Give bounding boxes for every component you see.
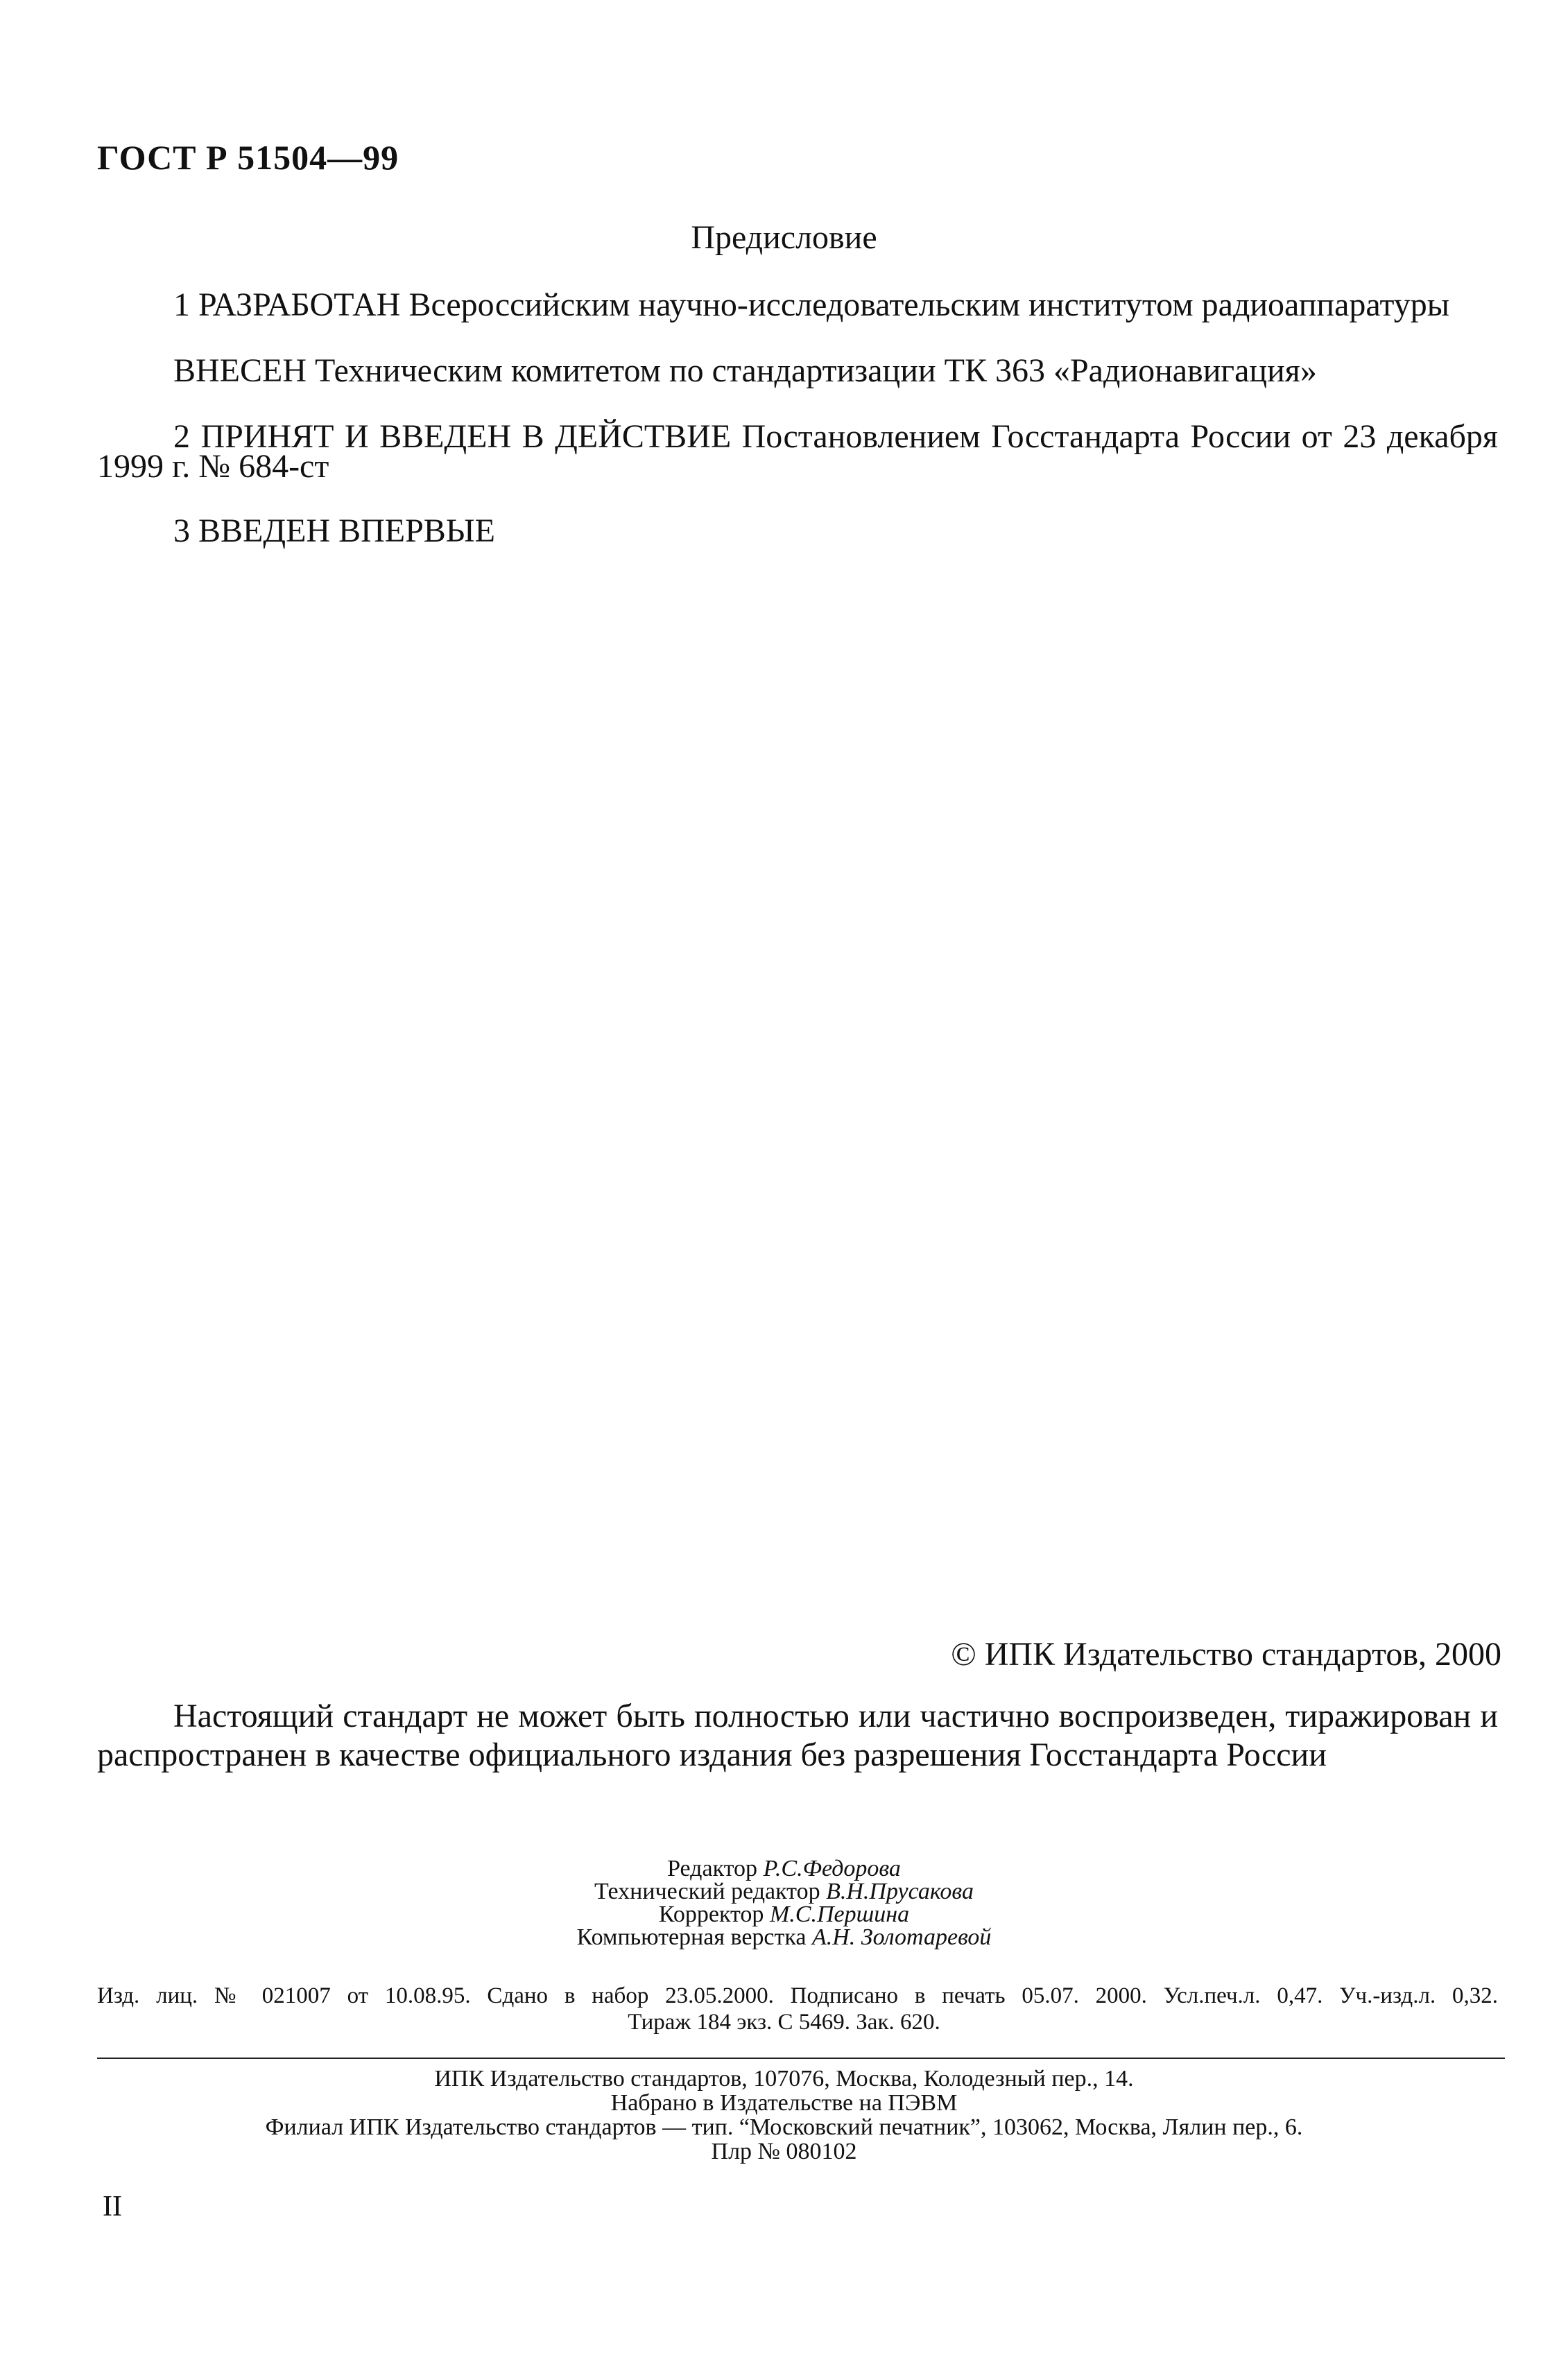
credit-tech-editor-name: В.Н.Прусакова [826, 1879, 974, 1904]
credits-block [0, 1857, 1568, 1949]
credit-layout-name: А.Н. Золотаревой [811, 1924, 992, 1950]
publisher-footer [0, 2067, 1568, 2164]
foreword-heading: Предисловие [691, 219, 877, 256]
footer-line-4: Плр № 080102 [711, 2139, 857, 2164]
foreword-item-1: 1 РАЗРАБОТАН Всероссийским научно-исследовательским институтом радиоаппаратуры [173, 286, 1450, 323]
foreword-item-2-line-2: 1999 г. № 684-ст [97, 448, 329, 485]
credit-editor-label: Редактор [667, 1856, 758, 1881]
credit-editor [0, 1857, 1568, 1880]
footer-line-2: Набрано в Издательстве на ПЭВМ [610, 2090, 958, 2116]
credit-tech-editor-label: Технический редактор [594, 1879, 820, 1904]
credit-editor-name: Р.С.Федорова [763, 1856, 901, 1881]
foreword-item-2-line-1: 2 ПРИНЯТ И ВВЕДЕН В ДЕЙСТВИЕ Постановлением Госстандарта России от 23 декабря [173, 418, 1498, 455]
credit-corrector [0, 1903, 1568, 1926]
publication-info-line-2: Тираж 184 экз. С 5469. Зак. 620. [628, 2010, 940, 2035]
standard-code: ГОСТ Р 51504—99 [97, 138, 399, 177]
credit-layout [0, 1926, 1568, 1949]
foreword-item-3: 3 ВВЕДЕН ВПЕРВЫЕ [173, 512, 495, 549]
footer-divider [97, 2058, 1505, 2059]
foreword-item-1b: ВНЕСЕН Техническим комитетом по стандартизации ТК 363 «Радионавигация» [173, 352, 1317, 389]
copyright-line: © ИПК Издательство стандартов, 2000 [951, 1636, 1501, 1673]
reproduction-notice-line-1: Настоящий стандарт не может быть полностью или частично воспроизведен, тиражирован и [173, 1698, 1498, 1734]
reproduction-notice-line-2: распространен в качестве официального издания без разрешения Госстандарта России [97, 1736, 1327, 1773]
page-number: II [103, 2191, 122, 2223]
credit-layout-label: Компьютерная верстка [576, 1924, 807, 1950]
credit-tech-editor [0, 1880, 1568, 1903]
footer-line-3: Филиал ИПК Издательство стандартов — тип. “Московский печатник”, 103062, Москва, Лялин пер., 6. [265, 2114, 1303, 2140]
credit-corrector-name: М.С.Першина [769, 1902, 910, 1927]
credit-corrector-label: Корректор [658, 1902, 764, 1927]
footer-line-1: ИПК Издательство стандартов, 107076, Москва, Колодезный пер., 14. [434, 2066, 1134, 2092]
publication-info-line-1: Изд. лиц. № 021007 от 10.08.95. Сдано в набор 23.05.2000. Подписано в печать 05.07. 2000. Усл.печ.л. 0,47. Уч.-изд.л. 0,32. [97, 1983, 1498, 2008]
